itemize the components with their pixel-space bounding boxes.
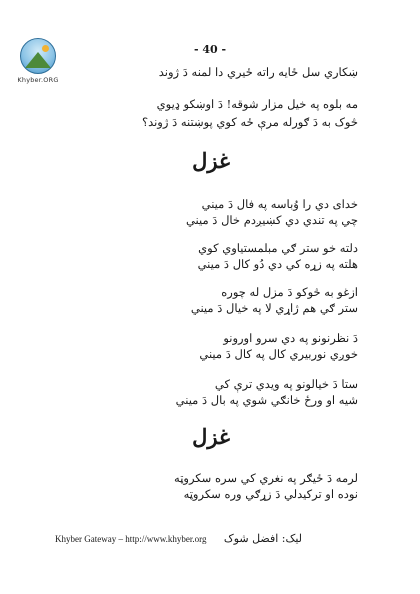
verse-line: لرمه دَ ځيګر په نغري کي سره سکروټه bbox=[174, 471, 358, 485]
verse-line: چي په تندي دي کښيږدم خال دَ ميني bbox=[185, 213, 358, 227]
verse-line: دَ نظرنونو په دي سرو اورونو bbox=[223, 331, 358, 345]
verse-line: شيه او ورځ خانګي شوي په بال دَ ميني bbox=[175, 393, 358, 407]
verse-line: نوده او ترکيدلي دَ زړګي وره سکروټه bbox=[183, 487, 358, 501]
verse-line: خوږي نوربيري کال په کال دَ ميني bbox=[199, 347, 358, 361]
verse-line: خداى دي را وُباسه په فال دَ ميني bbox=[201, 197, 358, 211]
verse-line: هلته په زړه کي دي دُو کال دَ ميني bbox=[197, 257, 358, 271]
footer-source: Khyber Gateway – http://www.khyber.org bbox=[55, 534, 207, 544]
verse-line: ستر ګي هم ژاړي لا په خيال دَ ميني bbox=[190, 301, 358, 315]
verse-line: دلته خو ستر ګي مبلمستياوي کوي bbox=[198, 241, 358, 255]
ghazal-heading: غزل bbox=[192, 148, 230, 173]
intro-line: څوک به دَ ګورله مرې ځه کوي پوښتنه دَ ژوند؟ bbox=[141, 115, 358, 129]
page-number: - 40 - bbox=[193, 43, 227, 56]
ghazal-heading: غزل bbox=[192, 424, 230, 449]
logo-text: Khyber.ORG bbox=[17, 76, 59, 84]
intro-line: مه بلوه په خيل مزار شوقه! دَ اوښکو ډيوي bbox=[156, 97, 358, 111]
verse-line: ستا دَ خيالونو په ويدي ترې کي bbox=[214, 377, 358, 391]
verse-line: ازغو به څوکو دَ مزل له چوره bbox=[221, 285, 358, 299]
footer-author: ليک: افضل شوک bbox=[223, 532, 302, 545]
intro-line: ښکاري سل ځايه راته ځيري دا لمنه دَ ژوند bbox=[158, 65, 358, 79]
